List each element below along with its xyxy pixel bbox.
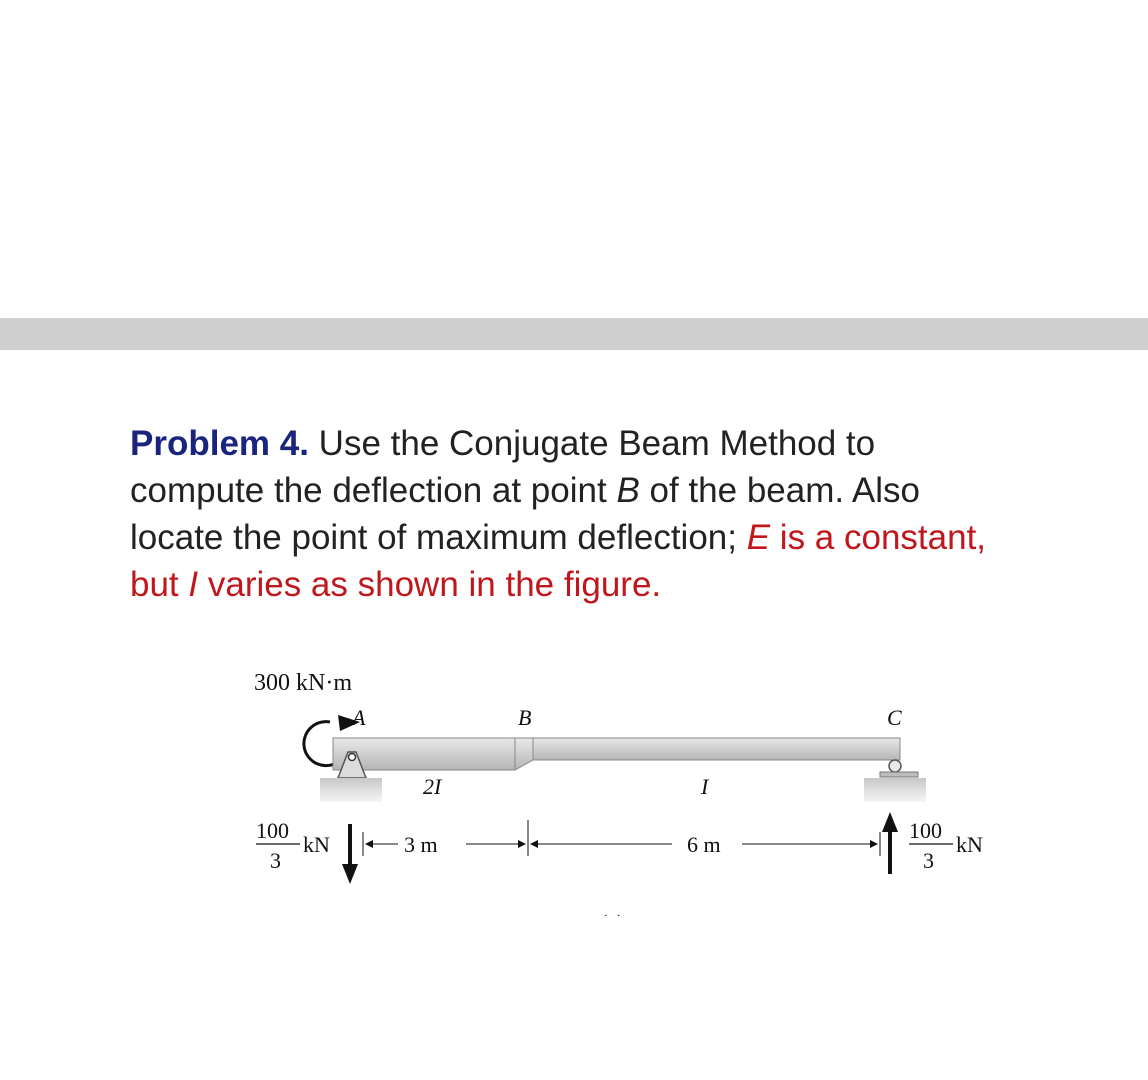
problem-text-1: Use the Conjugate Beam Method to [308,424,876,463]
ground-c [864,778,926,802]
roller-plate [880,772,918,777]
beam-taper [515,738,533,770]
modulus-e-ref: E [746,518,771,557]
left-reaction-unit: kN [303,832,330,857]
problem-text-4a: but [130,565,189,604]
right-reaction-unit: kN [956,832,983,857]
point-c-label: C [887,705,902,730]
pin-icon [349,754,356,761]
problem-text-4b: varies as shown in the figure. [198,565,662,604]
caption-clip [600,910,624,935]
left-reaction-numerator: 100 [256,818,289,843]
ground-a [320,778,382,802]
inertia-i-ref: I [188,565,199,604]
right-reaction-numerator: 100 [909,818,942,843]
roller-icon [889,760,901,772]
problem-text-2b: of the beam. Also [639,471,920,510]
applied-moment-label: 300 kN·m [254,670,352,696]
segment1-inertia-label: 2I [423,774,442,799]
beam-segment-bc [533,738,900,760]
figure-caption: (a) [600,910,625,935]
problem-text-3b: is a constant, [770,518,987,557]
dim1-label: 3 m [404,832,438,857]
problem-number: Problem 4. [130,424,309,463]
segment2-inertia-label: I [701,774,709,799]
left-reaction-denominator: 3 [270,848,281,873]
dim2-label: 6 m [687,832,721,857]
point-b-label: B [518,705,532,730]
problem-text-3a: locate the point of maximum deflection; [130,518,747,557]
up-arrow-icon [882,812,898,832]
down-arrow-icon [342,864,358,884]
point-a-label: A [352,705,366,730]
point-b-ref: B [616,471,640,510]
problem-text-2a: compute the deflection at point [130,471,617,510]
right-reaction-denominator: 3 [923,848,934,873]
